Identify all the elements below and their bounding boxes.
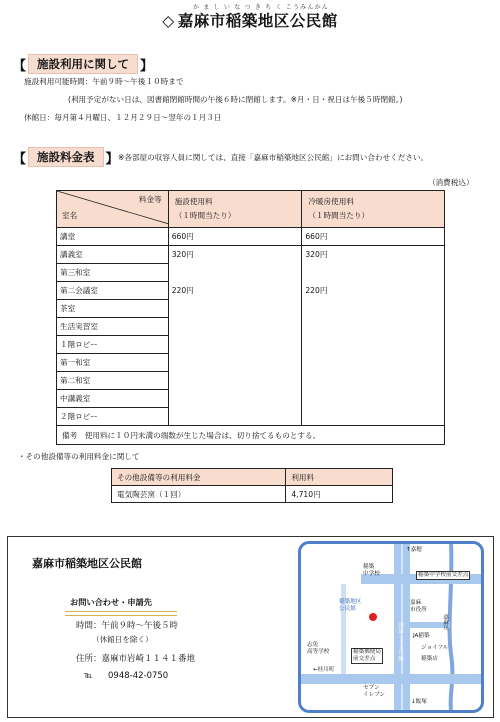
title-ruby: か ま し い な つ き ち く こうみんかん — [193, 4, 329, 11]
map-label-shiyakusho: 嘉麻 市役所 — [410, 600, 427, 613]
map-label-seven: セブン イレブン — [363, 685, 386, 698]
map-label-kominkan: 稲築地区 公民館 — [339, 599, 362, 612]
contact-address: 住所：嘉麻市岩崎１１４１番地 — [76, 654, 196, 664]
ac-cell: 220円 — [302, 282, 445, 300]
table-row — [57, 264, 445, 282]
fee-cell — [168, 336, 302, 354]
tel-icon: ℡ — [84, 671, 94, 681]
ac-cell — [302, 318, 445, 336]
table-footer-note: 備考 使用料に１０円未満の端数が生じた場合は、切り捨てるものとする。 — [57, 426, 445, 445]
contact-name: 嘉麻市稲築地区公民館 — [32, 557, 142, 570]
closed-days: 休館日：毎月第４月曜日、１２月２９日～翌年の１月３日 — [24, 113, 222, 122]
access-map — [298, 541, 484, 713]
fee-cell: 660円 — [168, 228, 302, 246]
map-label-south: ↓飯塚 — [411, 699, 427, 705]
available-hours: 施設利用可能時間：午前９時～午後１０時まで — [24, 77, 184, 86]
other-fees-heading: ・その他設備等の利用料金に関して — [18, 452, 140, 461]
fee-cell — [168, 372, 302, 390]
table-row — [57, 390, 445, 408]
fee-table — [56, 190, 445, 445]
map-roads — [301, 544, 481, 710]
room-cell: 中講義室 — [57, 390, 169, 408]
table-row — [57, 408, 445, 426]
col-facility-fee-line1: 施設使用料 — [174, 197, 213, 206]
contact-inquiry: お問い合わせ・申請先 — [70, 597, 152, 607]
fee-cell: 320円 — [168, 246, 302, 264]
table-row — [57, 372, 445, 390]
ac-cell: 320円 — [302, 246, 445, 264]
fee-cell — [168, 300, 302, 318]
corner-top-label: 料金等 — [138, 195, 162, 204]
room-cell: 生活実習室 — [57, 318, 169, 336]
fee-cell — [168, 408, 302, 426]
map-label-post-office: 稲築郵便局 前交差点 — [353, 649, 381, 662]
table-row — [57, 300, 445, 318]
col-ac-fee-line2: （１時間当たり） — [308, 211, 370, 220]
section-facility-use — [13, 55, 153, 73]
map-label-river: 嘉麻川 — [442, 614, 448, 631]
ac-cell — [302, 354, 445, 372]
room-cell: 講義室 — [57, 246, 169, 264]
section-fee-table-label: 施設料金表 — [28, 147, 104, 167]
other-col-fee: 利用料 — [286, 469, 393, 486]
room-cell: １階ロビー — [57, 336, 169, 354]
fee-cell — [168, 264, 302, 282]
map-label-jhs-corner: 稲築中学校前交差点 — [418, 572, 469, 578]
fee-cell — [168, 318, 302, 336]
map-label-joyful: ジョイフル — [421, 645, 449, 651]
fee-cell: 220円 — [168, 282, 302, 300]
table-row — [57, 228, 445, 246]
table-row — [57, 336, 445, 354]
section-fee-table — [13, 148, 119, 166]
closing-note: (利用予定がない日は、図書館閉館時間の午後６時に閉館します。※月・日・祝日は午後５時閉館。) — [68, 95, 403, 104]
map-label-jhs: 稲築 中学校 — [363, 564, 380, 577]
bracket-close: 】 — [140, 58, 154, 74]
room-cell: 第二会議室 — [57, 282, 169, 300]
bracket-open: 【 — [13, 151, 27, 167]
ac-cell — [302, 372, 445, 390]
contact-hours: 時間：午前９時～午後５時 — [76, 621, 179, 631]
other-fees-table — [111, 468, 393, 503]
contact-hours-note: （休館日を除く） — [92, 635, 153, 644]
map-label-north: ↑嘉穂 — [406, 547, 422, 553]
diamond-icon: ◇ — [162, 12, 175, 30]
bracket-close: 】 — [105, 151, 119, 167]
room-cell: 第二和室 — [57, 372, 169, 390]
page-title — [0, 9, 500, 31]
ac-cell — [302, 300, 445, 318]
contact-tel: 0948-42-0750 — [108, 671, 169, 681]
table-row — [57, 318, 445, 336]
ac-cell — [302, 336, 445, 354]
ac-cell: 660円 — [302, 228, 445, 246]
col-ac-fee — [302, 191, 445, 228]
corner-bottom-label: 室名 — [62, 211, 78, 220]
map-label-ja: JA稲築 — [413, 633, 430, 639]
section-facility-use-label: 施設利用に関して — [28, 54, 138, 74]
capacity-note: ※各部屋の収容人員に関しては、直接「嘉麻市稲築地区公民館」にお問い合わせください。 — [118, 153, 429, 162]
page-title-text: 嘉麻市稲築地区公民館 — [177, 12, 338, 30]
other-item-cell: 電気陶芸窯（１回） — [112, 486, 286, 503]
other-col-item: その他設備等の利用料金 — [112, 469, 286, 486]
table-row — [57, 354, 445, 372]
bracket-open: 【 — [13, 58, 27, 74]
col-ac-fee-line1: 冷暖房使用料 — [308, 197, 354, 206]
table-row — [57, 246, 445, 264]
divider — [65, 611, 177, 612]
other-price-cell: 4,710円 — [286, 486, 393, 503]
room-cell: 第三和室 — [57, 264, 169, 282]
ac-cell — [302, 408, 445, 426]
room-cell: 茶室 — [57, 300, 169, 318]
fee-cell — [168, 354, 302, 372]
map-label-store: 稲築店 — [421, 656, 438, 662]
room-cell: 講堂 — [57, 228, 169, 246]
corner-cell — [57, 191, 169, 228]
col-facility-fee — [168, 191, 302, 228]
tax-note: （消費税込） — [428, 178, 474, 187]
table-row — [112, 486, 393, 503]
room-cell: ２階ロビー — [57, 408, 169, 426]
map-label-route: 国道２１１号線 — [397, 622, 403, 662]
map-label-keikawa: ←桂川町 — [313, 667, 335, 673]
map-label-school: 志免 高等学校 — [307, 642, 330, 655]
ac-cell — [302, 264, 445, 282]
divider — [65, 615, 177, 616]
room-cell: 第一和室 — [57, 354, 169, 372]
col-facility-fee-line2: （１時間当たり） — [174, 211, 236, 220]
table-row — [57, 282, 445, 300]
ac-cell — [302, 390, 445, 408]
fee-cell — [168, 390, 302, 408]
